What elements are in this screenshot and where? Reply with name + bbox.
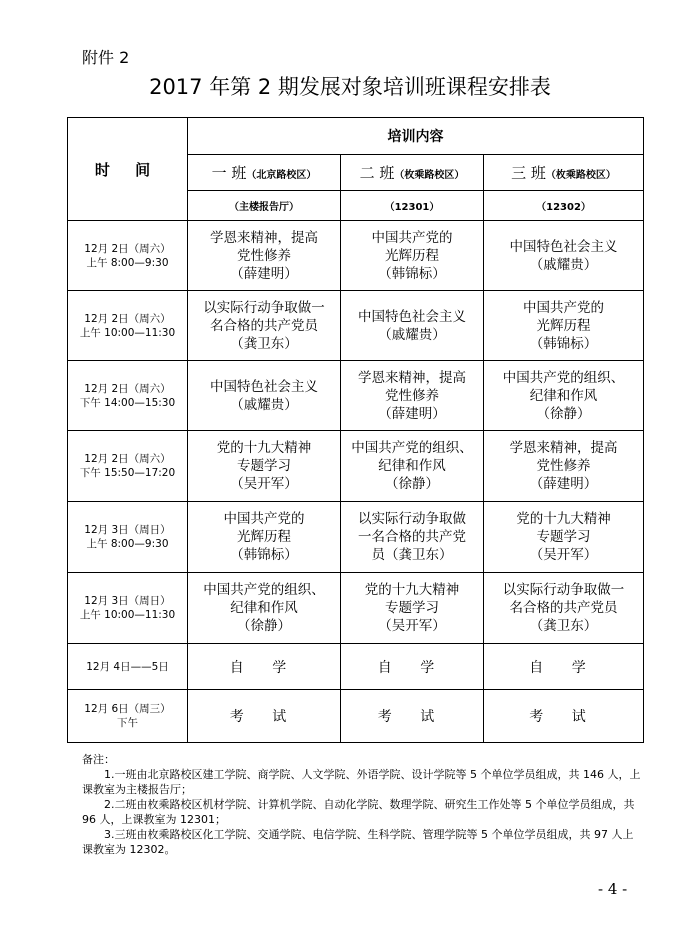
course-cell [484, 361, 644, 431]
course-line: （吴开军） [378, 618, 446, 634]
course-line: 以实际行动争取做一 [203, 299, 325, 316]
course-line: （龚卫东） [529, 618, 598, 634]
row-time: 下午 14:00—15:30 [79, 396, 176, 409]
course-line: （薛建明） [378, 405, 446, 422]
course-line: 纪律和作风 [378, 458, 446, 474]
class-1-name: 一 班 [211, 164, 247, 182]
course-line: 光辉历程 [385, 247, 439, 264]
course-cell [341, 221, 484, 291]
table-row [68, 361, 644, 431]
class-2-room: （12301） [341, 191, 484, 221]
table-row-exam [68, 690, 644, 743]
table-row [68, 431, 644, 502]
time-cell [68, 361, 188, 431]
course-cell [484, 221, 644, 291]
course-cell [341, 573, 484, 644]
course-line: 党性修养 [536, 458, 591, 474]
header-time: 时 间 [68, 118, 188, 221]
notes-title: 备注： [82, 753, 115, 766]
class-2-name: 二 班 [359, 164, 395, 182]
course-line: 中国共产党的 [523, 299, 604, 316]
course-cell [188, 291, 341, 361]
time-cell [68, 431, 188, 502]
course-line: 学恩来精神，提高 [509, 440, 618, 456]
course-line: 专题学习 [385, 600, 439, 616]
course-cell [484, 291, 644, 361]
self-study-cell: 自 学 [341, 644, 484, 690]
time-cell [68, 291, 188, 361]
course-line: 中国共产党的组织、 [203, 582, 325, 598]
table-row [68, 221, 644, 291]
row-date: 12月 2日（周六） [84, 242, 171, 255]
course-line: 中国特色社会主义 [509, 238, 618, 255]
course-cell [341, 502, 484, 573]
row-time: 上午 8:00—9:30 [86, 538, 169, 550]
course-line: 专题学习 [237, 458, 291, 474]
course-line: 党的十九大精神 [216, 440, 312, 456]
note-item: 3.三班由枚乘路校区化工学院、交通学院、电信学院、生科学院、管理学院等 5 个单位学员组成，共 97 人上课教室为 12302。 [82, 828, 634, 856]
self-study-cell: 自 学 [484, 644, 644, 690]
table-row [68, 291, 644, 361]
table-row [68, 502, 644, 573]
course-line: 学恩来精神，提高 [210, 229, 318, 246]
class-3-room: （12302） [484, 191, 644, 221]
row-time: 上午 8:00—9:30 [86, 256, 169, 269]
course-line: （徐静） [536, 405, 591, 422]
class-3-header [484, 155, 644, 191]
course-cell [188, 502, 341, 573]
course-line: 以实际行动争取做一 [502, 582, 625, 598]
table-row-self-study [68, 644, 644, 690]
course-line: （韩锦标） [378, 265, 446, 282]
row-date: 12月 3日（周日） [84, 524, 171, 536]
course-line: 光辉历程 [237, 529, 291, 545]
note-item: 2.二班由枚乘路校区机材学院、计算机学院、自动化学院、数理学院、研究生工作处等 5 个单位学员组成，共 96 人，上课教室为 12301； [82, 798, 635, 826]
course-cell [188, 431, 341, 502]
course-line: 专题学习 [536, 529, 591, 545]
course-line: 学恩来精神，提高 [358, 369, 466, 386]
course-line: （徐静） [237, 618, 291, 634]
course-cell [341, 291, 484, 361]
course-line: （戚耀贵） [230, 396, 298, 413]
page-number: - 4 - [598, 880, 628, 898]
page-title: 2017 年第 2 期发展对象培训班课程安排表 [149, 75, 551, 99]
course-line: （戚耀贵） [378, 326, 446, 343]
row-date: 12月 2日（周六） [84, 382, 171, 395]
time-cell [68, 221, 188, 291]
exam-cell: 考 试 [341, 690, 484, 743]
course-line: 以实际行动争取做 [358, 511, 466, 527]
row-date: 12月 3日（周日） [84, 595, 171, 607]
course-line: 纪律和作风 [529, 387, 598, 404]
course-cell [484, 431, 644, 502]
class-1-header [188, 155, 341, 191]
course-line: 中国特色社会主义 [358, 308, 466, 325]
course-line: 中国共产党的组织、 [502, 369, 625, 386]
table-row [68, 573, 644, 644]
course-line: 名合格的共产党员 [210, 317, 318, 334]
class-3-name: 三 班 [511, 164, 546, 182]
course-cell [188, 361, 341, 431]
self-study-time: 12月 4日——5日 [86, 660, 169, 673]
class-3-campus: （枚乘路校区） [545, 170, 616, 181]
course-line: 党的十九大精神 [364, 582, 460, 598]
course-cell [341, 431, 484, 502]
attachment-label: 附件 2 [82, 48, 130, 67]
row-date: 12月 2日（周六） [84, 453, 171, 465]
time-cell [68, 573, 188, 644]
note-item: 1.一班由北京路校区建工学院、商学院、人文学院、外语学院、设计学院等 5 个单位学员组成，共 146 人，上课教室为主楼报告厅； [82, 768, 641, 796]
class-1-campus: （北京路校区） [246, 170, 317, 181]
time-cell [68, 644, 188, 690]
course-line: （龚卫东） [230, 335, 298, 352]
course-line: （戚耀贵） [529, 256, 598, 273]
course-line: 一名合格的共产党 [358, 529, 466, 545]
notes [82, 752, 642, 857]
course-line: 员（龚卫东） [371, 547, 453, 563]
course-line: 党性修养 [237, 247, 291, 264]
course-line: 党性修养 [385, 387, 439, 404]
course-line: （徐静） [385, 476, 439, 492]
course-line: （吴开军） [529, 547, 598, 563]
class-1-room: （主楼报告厅） [188, 191, 341, 221]
course-line: 名合格的共产党员 [509, 600, 618, 616]
row-time: 上午 10:00—11:30 [79, 326, 176, 339]
row-date: 12月 2日（周六） [84, 312, 171, 325]
header-content: 培训内容 [188, 118, 644, 155]
course-line: 纪律和作风 [230, 600, 298, 616]
exam-time: 下午 [117, 717, 138, 729]
course-cell [188, 221, 341, 291]
course-line: 中国特色社会主义 [210, 378, 318, 395]
course-line: 中国共产党的 [371, 229, 453, 246]
exam-cell: 考 试 [188, 690, 341, 743]
course-line: （薛建明） [529, 476, 598, 492]
course-line: （吴开军） [230, 476, 298, 492]
course-line: 光辉历程 [536, 317, 591, 334]
exam-cell: 考 试 [484, 690, 644, 743]
schedule-table [67, 117, 644, 743]
course-line: 中国共产党的 [223, 511, 305, 527]
course-cell [484, 502, 644, 573]
row-time: 上午 10:00—11:30 [79, 609, 176, 621]
self-study-cell: 自 学 [188, 644, 341, 690]
course-line: 中国共产党的组织、 [351, 440, 473, 456]
course-line: 党的十九大精神 [516, 511, 611, 527]
course-cell [484, 573, 644, 644]
course-cell [341, 361, 484, 431]
course-cell [188, 573, 341, 644]
class-2-campus: （枚乘路校区） [394, 170, 465, 181]
course-line: （薛建明） [230, 265, 298, 282]
row-time: 下午 15:50—17:20 [79, 467, 176, 479]
time-cell [68, 690, 188, 743]
class-2-header [341, 155, 484, 191]
exam-date: 12月 6日（周三） [84, 703, 171, 715]
course-line: （韩锦标） [529, 335, 598, 352]
time-cell [68, 502, 188, 573]
course-line: （韩锦标） [230, 547, 298, 563]
